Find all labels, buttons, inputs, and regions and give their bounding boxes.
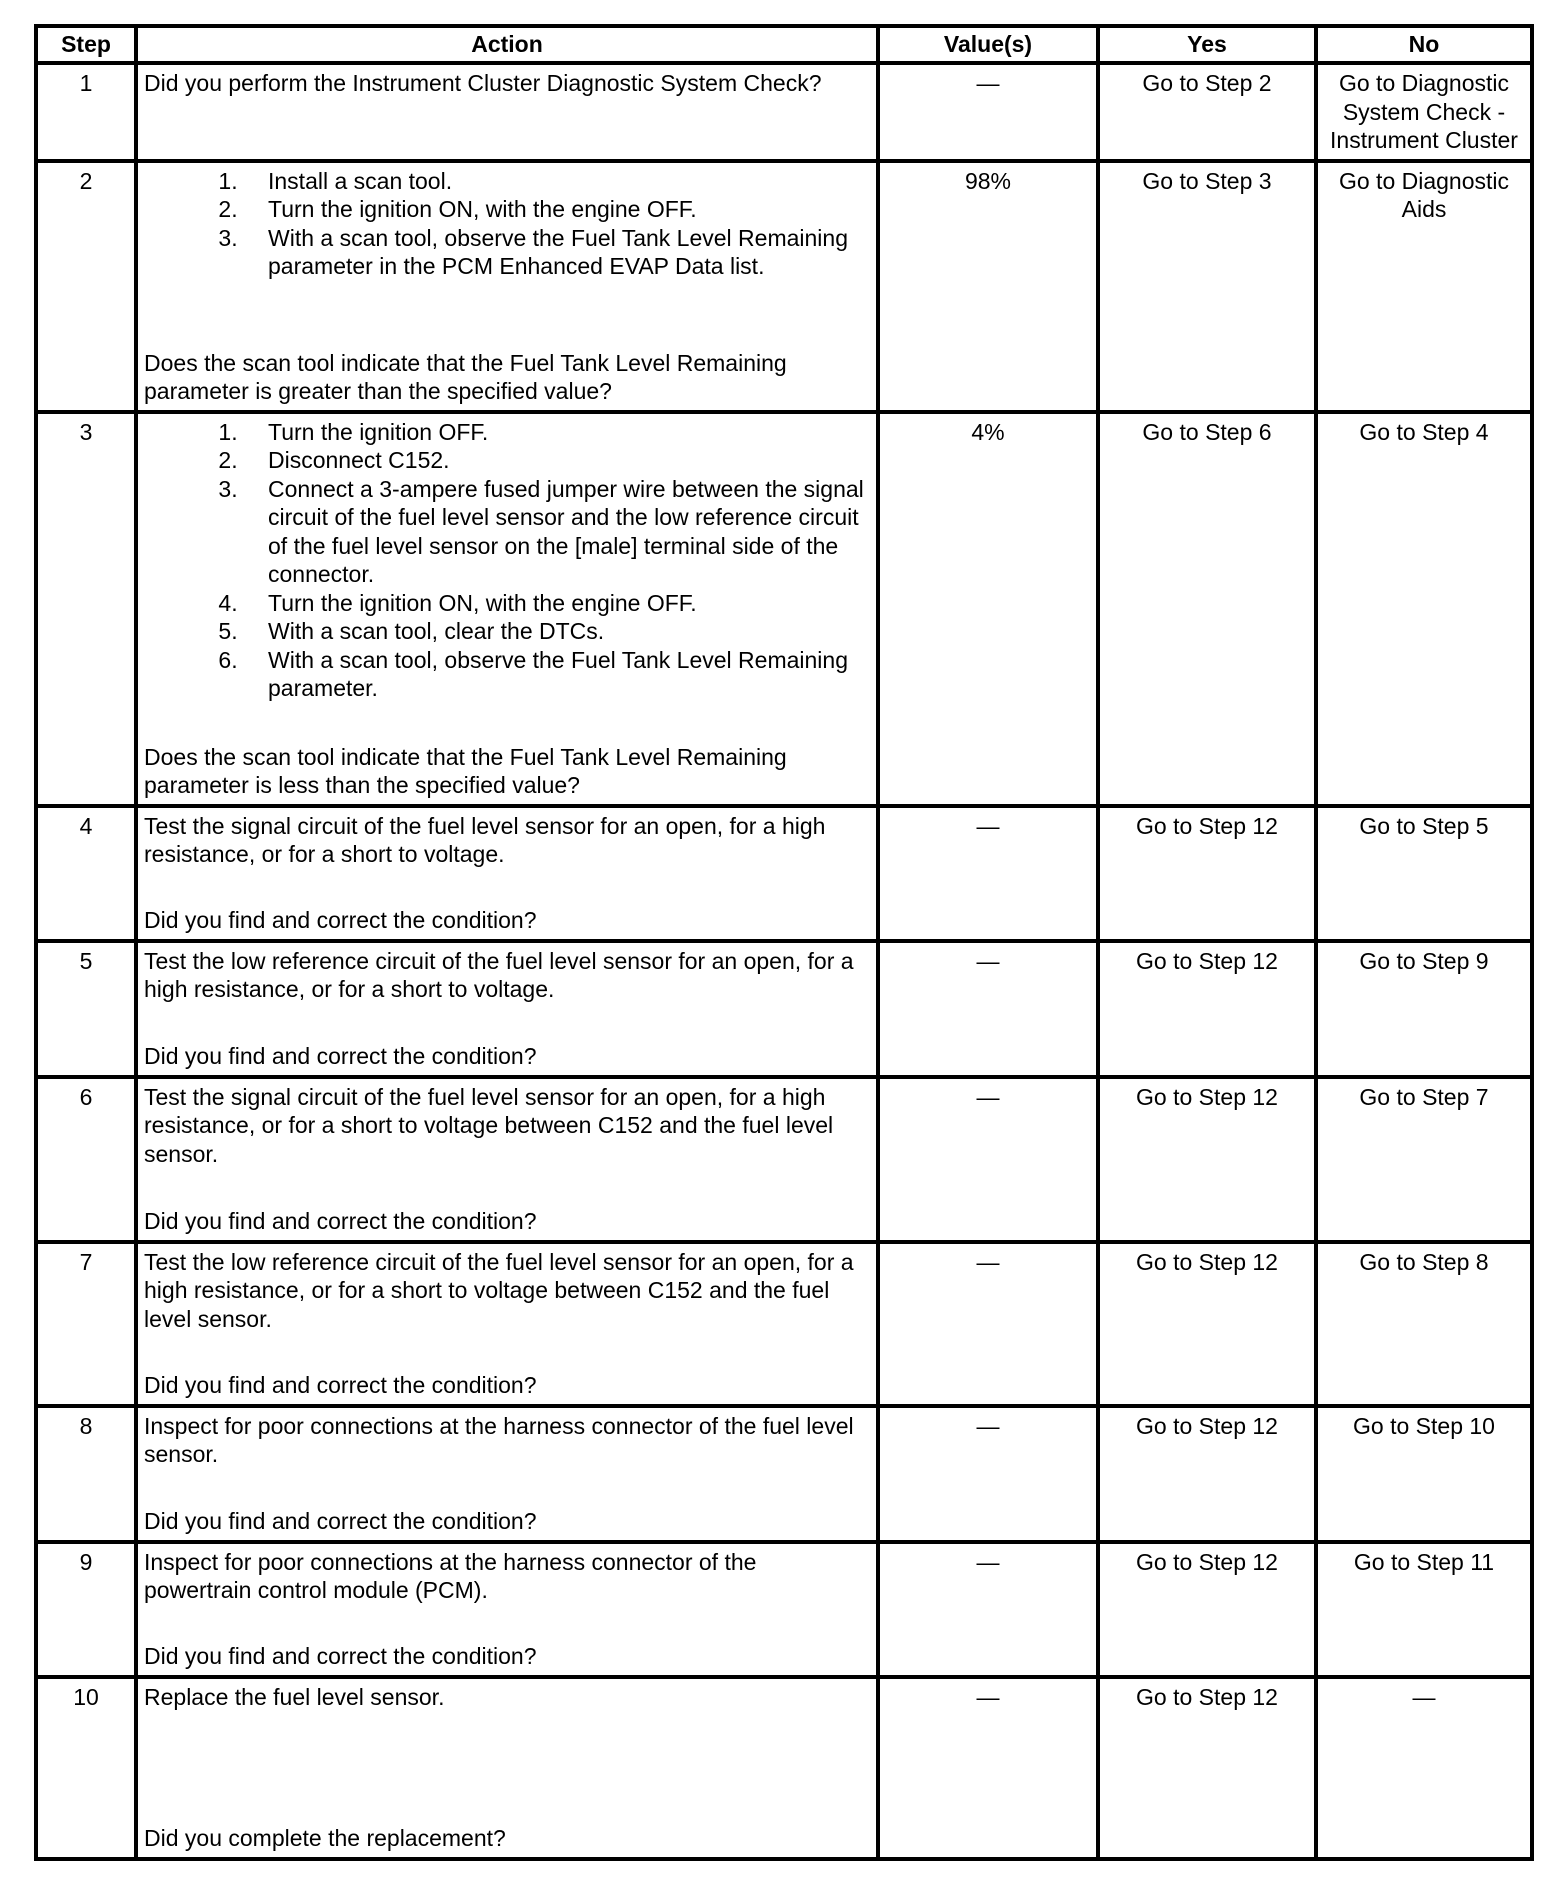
yes-cell: Go to Step 12: [1098, 806, 1316, 941]
yes-cell: Go to Step 2: [1098, 63, 1316, 161]
action-instructions: [144, 418, 870, 703]
no-cell: Go to Step 11: [1316, 1542, 1532, 1677]
action-instruction-text: Did you perform the Instrument Cluster Diagnostic System Check?: [144, 70, 822, 96]
no-cell: Go to Step 10: [1316, 1406, 1532, 1542]
step-header: Step: [36, 26, 136, 63]
substep-item: 5. With a scan tool, clear the DTCs.: [244, 617, 870, 646]
substep-list: [144, 418, 870, 703]
substep-item: 3. Connect a 3-ampere fused jumper wire between the signal circuit of the fuel level sensor and the low reference circuit of the fuel level sensor on the [male] terminal side of the connector.: [244, 475, 870, 589]
action-question: Does the scan tool indicate that the Fuel Tank Level Remaining parameter is greater than the specified value?: [144, 349, 787, 404]
action-instruction-text: Inspect for poor connections at the harness connector of the powertrain control module (PCM).: [144, 1548, 757, 1603]
action-header: Action: [136, 26, 878, 63]
value-cell: —: [878, 941, 1098, 1077]
substep-list: [144, 167, 870, 281]
action-instructions: [144, 1248, 870, 1334]
value-cell: —: [878, 1242, 1098, 1406]
action-cell: [136, 806, 878, 941]
table-row: [36, 1242, 1532, 1406]
step-number: 6: [36, 1077, 136, 1242]
yes-cell: Go to Step 12: [1098, 941, 1316, 1077]
yes-cell: Go to Step 12: [1098, 1542, 1316, 1677]
step-number: 5: [36, 941, 136, 1077]
step-number: 8: [36, 1406, 136, 1542]
action-instruction-text: Inspect for poor connections at the harness connector of the fuel level sensor.: [144, 1412, 854, 1467]
action-cell: [136, 412, 878, 806]
step-number: 3: [36, 412, 136, 806]
no-cell: Go to Step 7: [1316, 1077, 1532, 1242]
value-cell: —: [878, 1542, 1098, 1677]
action-instructions: [144, 812, 870, 869]
action-question: Did you find and correct the condition?: [144, 907, 537, 933]
action-instructions: [144, 1548, 870, 1605]
action-cell: [136, 1242, 878, 1406]
action-instructions: [144, 1412, 870, 1469]
yes-cell: Go to Step 6: [1098, 412, 1316, 806]
yes-cell: Go to Step 12: [1098, 1077, 1316, 1242]
step-number: 10: [36, 1677, 136, 1859]
table-row: [36, 161, 1532, 412]
table-row: [36, 1542, 1532, 1677]
action-question: Did you find and correct the condition?: [144, 1372, 537, 1398]
no-cell: —: [1316, 1677, 1532, 1859]
step-number: 1: [36, 63, 136, 161]
action-cell: [136, 161, 878, 412]
action-instructions: [144, 69, 870, 98]
no-cell: Go to Diagnostic Aids: [1316, 161, 1532, 412]
value-cell: 98%: [878, 161, 1098, 412]
table-row: [36, 806, 1532, 941]
substep-item: 6. With a scan tool, observe the Fuel Tank Level Remaining parameter.: [244, 646, 870, 703]
table-row: [36, 1677, 1532, 1859]
table-row: [36, 63, 1532, 161]
action-instructions: [144, 167, 870, 281]
yes-cell: Go to Step 3: [1098, 161, 1316, 412]
action-instruction-text: Test the low reference circuit of the fuel level sensor for an open, for a high resistance, or for a short to voltage between C152 and the fuel level sensor.: [144, 1248, 854, 1332]
action-instructions: [144, 1683, 870, 1712]
step-number: 4: [36, 806, 136, 941]
action-cell: [136, 1677, 878, 1859]
action-cell: [136, 941, 878, 1077]
yes-cell: Go to Step 12: [1098, 1677, 1316, 1859]
no-cell: Go to Step 8: [1316, 1242, 1532, 1406]
table-row: [36, 1406, 1532, 1542]
action-instruction-text: Test the signal circuit of the fuel level sensor for an open, for a high resistance, or for a short to voltage.: [144, 812, 826, 867]
yes-cell: Go to Step 12: [1098, 1242, 1316, 1406]
table-row: [36, 941, 1532, 1077]
diagnostic-table-page: [34, 24, 1530, 1861]
value-cell: —: [878, 1077, 1098, 1242]
yes-header: Yes: [1098, 26, 1316, 63]
value-cell: —: [878, 1677, 1098, 1859]
step-number: 2: [36, 161, 136, 412]
substep-item: 4. Turn the ignition ON, with the engine OFF.: [244, 589, 870, 618]
action-question: Did you find and correct the condition?: [144, 1208, 537, 1234]
value-cell: —: [878, 1406, 1098, 1542]
values-header: Value(s): [878, 26, 1098, 63]
table-row: [36, 412, 1532, 806]
action-cell: [136, 1542, 878, 1677]
no-header: No: [1316, 26, 1532, 63]
action-instruction-text: Test the low reference circuit of the fuel level sensor for an open, for a high resistance, or for a short to voltage.: [144, 947, 854, 1002]
no-cell: Go to Step 4: [1316, 412, 1532, 806]
substep-item: 2. Turn the ignition ON, with the engine OFF.: [244, 195, 870, 224]
substep-item: 3. With a scan tool, observe the Fuel Tank Level Remaining parameter in the PCM Enhanced EVAP Data list.: [244, 224, 870, 281]
substep-item: 1. Install a scan tool.: [244, 167, 870, 196]
step-number: 9: [36, 1542, 136, 1677]
no-cell: Go to Step 5: [1316, 806, 1532, 941]
action-instruction-text: Test the signal circuit of the fuel level sensor for an open, for a high resistance, or for a short to voltage between C152 and the fuel level sensor.: [144, 1083, 834, 1167]
action-question: Does the scan tool indicate that the Fuel Tank Level Remaining parameter is less than the specified value?: [144, 743, 787, 798]
action-cell: [136, 1077, 878, 1242]
yes-cell: Go to Step 12: [1098, 1406, 1316, 1542]
action-question: Did you find and correct the condition?: [144, 1643, 537, 1669]
action-cell: [136, 1406, 878, 1542]
value-cell: —: [878, 63, 1098, 161]
substep-item: 2. Disconnect C152.: [244, 446, 870, 475]
no-cell: Go to Diagnostic System Check - Instrument Cluster: [1316, 63, 1532, 161]
header-row: [36, 26, 1532, 63]
action-question: Did you find and correct the condition?: [144, 1043, 537, 1069]
no-cell: Go to Step 9: [1316, 941, 1532, 1077]
value-cell: 4%: [878, 412, 1098, 806]
table-row: [36, 1077, 1532, 1242]
substep-item: 1. Turn the ignition OFF.: [244, 418, 870, 447]
diagnostic-table: [34, 24, 1534, 1861]
action-question: Did you complete the replacement?: [144, 1825, 506, 1851]
action-instruction-text: Replace the fuel level sensor.: [144, 1683, 445, 1710]
action-question: Did you find and correct the condition?: [144, 1508, 537, 1534]
action-cell: [136, 63, 878, 161]
step-number: 7: [36, 1242, 136, 1406]
value-cell: —: [878, 806, 1098, 941]
action-instructions: [144, 1083, 870, 1169]
action-instructions: [144, 947, 870, 1004]
